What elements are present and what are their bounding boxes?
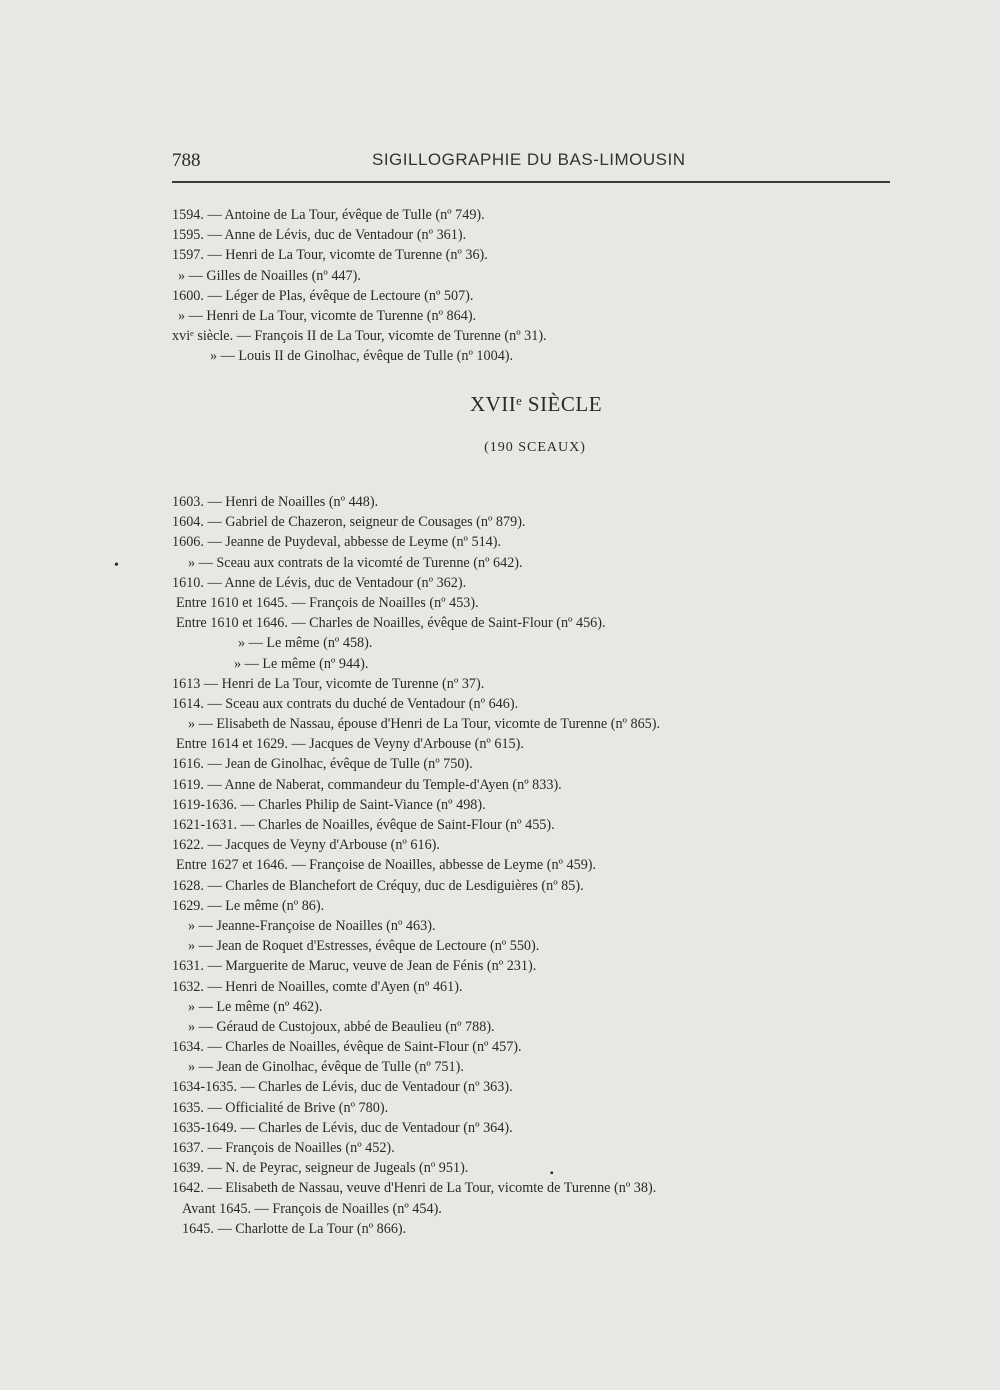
list-item: 1614. — Sceau aux contrats du duché de Ventadour (nº 646). — [172, 695, 519, 712]
list-item: 1635. — Officialité de Brive (nº 780). — [172, 1099, 389, 1116]
list-item: Avant 1645. — François de Noailles (nº 454). — [182, 1200, 442, 1217]
list-item: 1604. — Gabriel de Chazeron, seigneur de Cousages (nº 879). — [172, 514, 526, 531]
list-item: Entre 1614 et 1629. — Jacques de Veyny d'Arbouse (nº 615). — [176, 736, 524, 753]
margin-mark: • — [114, 558, 119, 573]
list-item: » — Henri de La Tour, vicomte de Turenne (nº 864). — [178, 307, 477, 324]
page-number: 788 — [172, 150, 201, 171]
list-item: Entre 1627 et 1646. — Françoise de Noailles, abbesse de Leyme (nº 459). — [176, 857, 597, 874]
list-item: 1632. — Henri de Noailles, comte d'Ayen (nº 461). — [172, 978, 463, 995]
list-item: » — Le même (nº 944). — [234, 655, 369, 672]
list-item: 1622. — Jacques de Veyny d'Arbouse (nº 616). — [172, 837, 440, 854]
list-item: 1597. — Henri de La Tour, vicomte de Turenne (nº 36). — [172, 247, 488, 264]
list-item: 1600. — Léger de Plas, évêque de Lectoure (nº 507). — [172, 287, 474, 304]
list-item: » — Jean de Ginolhac, évêque de Tulle (nº 751). — [188, 1059, 464, 1076]
list-item: » — Géraud de Custojoux, abbé de Beaulieu (nº 788). — [188, 1018, 495, 1035]
list-item: Entre 1610 et 1645. — François de Noailles (nº 453). — [176, 594, 479, 611]
list-item: » — Jean de Roquet d'Estresses, évêque de Lectoure (nº 550). — [188, 938, 540, 955]
list-item: » — Sceau aux contrats de la vicomté de Turenne (nº 642). — [188, 554, 523, 571]
list-item: 1606. — Jeanne de Puydeval, abbesse de Leyme (nº 514). — [172, 534, 502, 551]
list-item: 1619-1636. — Charles Philip de Saint-Viance (nº 498). — [172, 796, 486, 813]
page-header — [172, 150, 890, 180]
list-item: 1637. — François de Noailles (nº 452). — [172, 1140, 395, 1156]
list-item: 1635-1649. — Charles de Lévis, duc de Ventadour (nº 364). — [172, 1119, 513, 1136]
list-item: 1631. — Marguerite de Maruc, veuve de Jean de Fénis (nº 231). — [172, 958, 537, 975]
list-item: 1610. — Anne de Lévis, duc de Ventadour (nº 362). — [172, 574, 467, 591]
list-item: 1595. — Anne de Lévis, duc de Ventadour (nº 361). — [172, 227, 467, 244]
list-item: 1628. — Charles de Blanchefort de Créquy, duc de Lesdiguières (nº 85). — [172, 877, 584, 894]
list-item: 1629. — Le même (nº 86). — [172, 897, 325, 914]
running-title: SIGILLOGRAPHIE DU BAS-LIMOUSIN — [372, 150, 686, 169]
list-item: » — Le même (nº 458). — [238, 635, 373, 652]
list-item: 1613 — Henri de La Tour, vicomte de Turenne (nº 37). — [172, 675, 485, 692]
list-item: » — Louis II de Ginolhac, évêque de Tulle (nº 1004). — [210, 348, 514, 365]
list-item: 1621-1631. — Charles de Noailles, évêque de Saint-Flour (nº 455). — [172, 817, 555, 833]
section-subtitle: (190 SCEAUX) — [484, 440, 586, 455]
list-item: 1619. — Anne de Naberat, commandeur du Temple-d'Ayen (nº 833). — [172, 776, 562, 793]
list-item: 1634-1635. — Charles de Lévis, duc de Ventadour (nº 363). — [172, 1079, 513, 1096]
list-item: 1594. — Antoine de La Tour, évêque de Tulle (nº 749). — [172, 207, 485, 223]
list-item: 1634. — Charles de Noailles, évêque de Saint-Flour (nº 457). — [172, 1039, 522, 1056]
entry-list-xvi — [172, 205, 852, 367]
list-item: 1645. — Charlotte de La Tour (nº 866). — [182, 1220, 407, 1237]
list-item: » — Le même (nº 462). — [188, 998, 323, 1015]
entry-list-xvii — [172, 492, 852, 1239]
list-item: xviᵉ siècle. — François II de La Tour, vicomte de Turenne (nº 31). — [172, 328, 547, 345]
print-speck: ▪ — [550, 1168, 554, 1179]
list-item: 1616. — Jean de Ginolhac, évêque de Tulle (nº 750). — [172, 756, 473, 773]
list-item: » — Elisabeth de Nassau, épouse d'Henri de La Tour, vicomte de Turenne (nº 865). — [188, 716, 661, 733]
list-item: Entre 1610 et 1646. — Charles de Noailles, évêque de Saint-Flour (nº 456). — [176, 615, 606, 632]
section-title: XVIIᵉ SIÈCLE — [469, 392, 603, 416]
header-rule — [172, 181, 890, 183]
list-item: » — Gilles de Noailles (nº 447). — [178, 267, 361, 284]
list-item: 1639. — N. de Peyrac, seigneur de Jugeals (nº 951). — [172, 1160, 469, 1177]
list-item: 1642. — Elisabeth de Nassau, veuve d'Henri de La Tour, vicomte de Turenne (nº 38). — [172, 1180, 657, 1197]
list-item: 1603. — Henri de Noailles (nº 448). — [172, 494, 379, 510]
list-item: » — Jeanne-Françoise de Noailles (nº 463). — [188, 917, 436, 934]
